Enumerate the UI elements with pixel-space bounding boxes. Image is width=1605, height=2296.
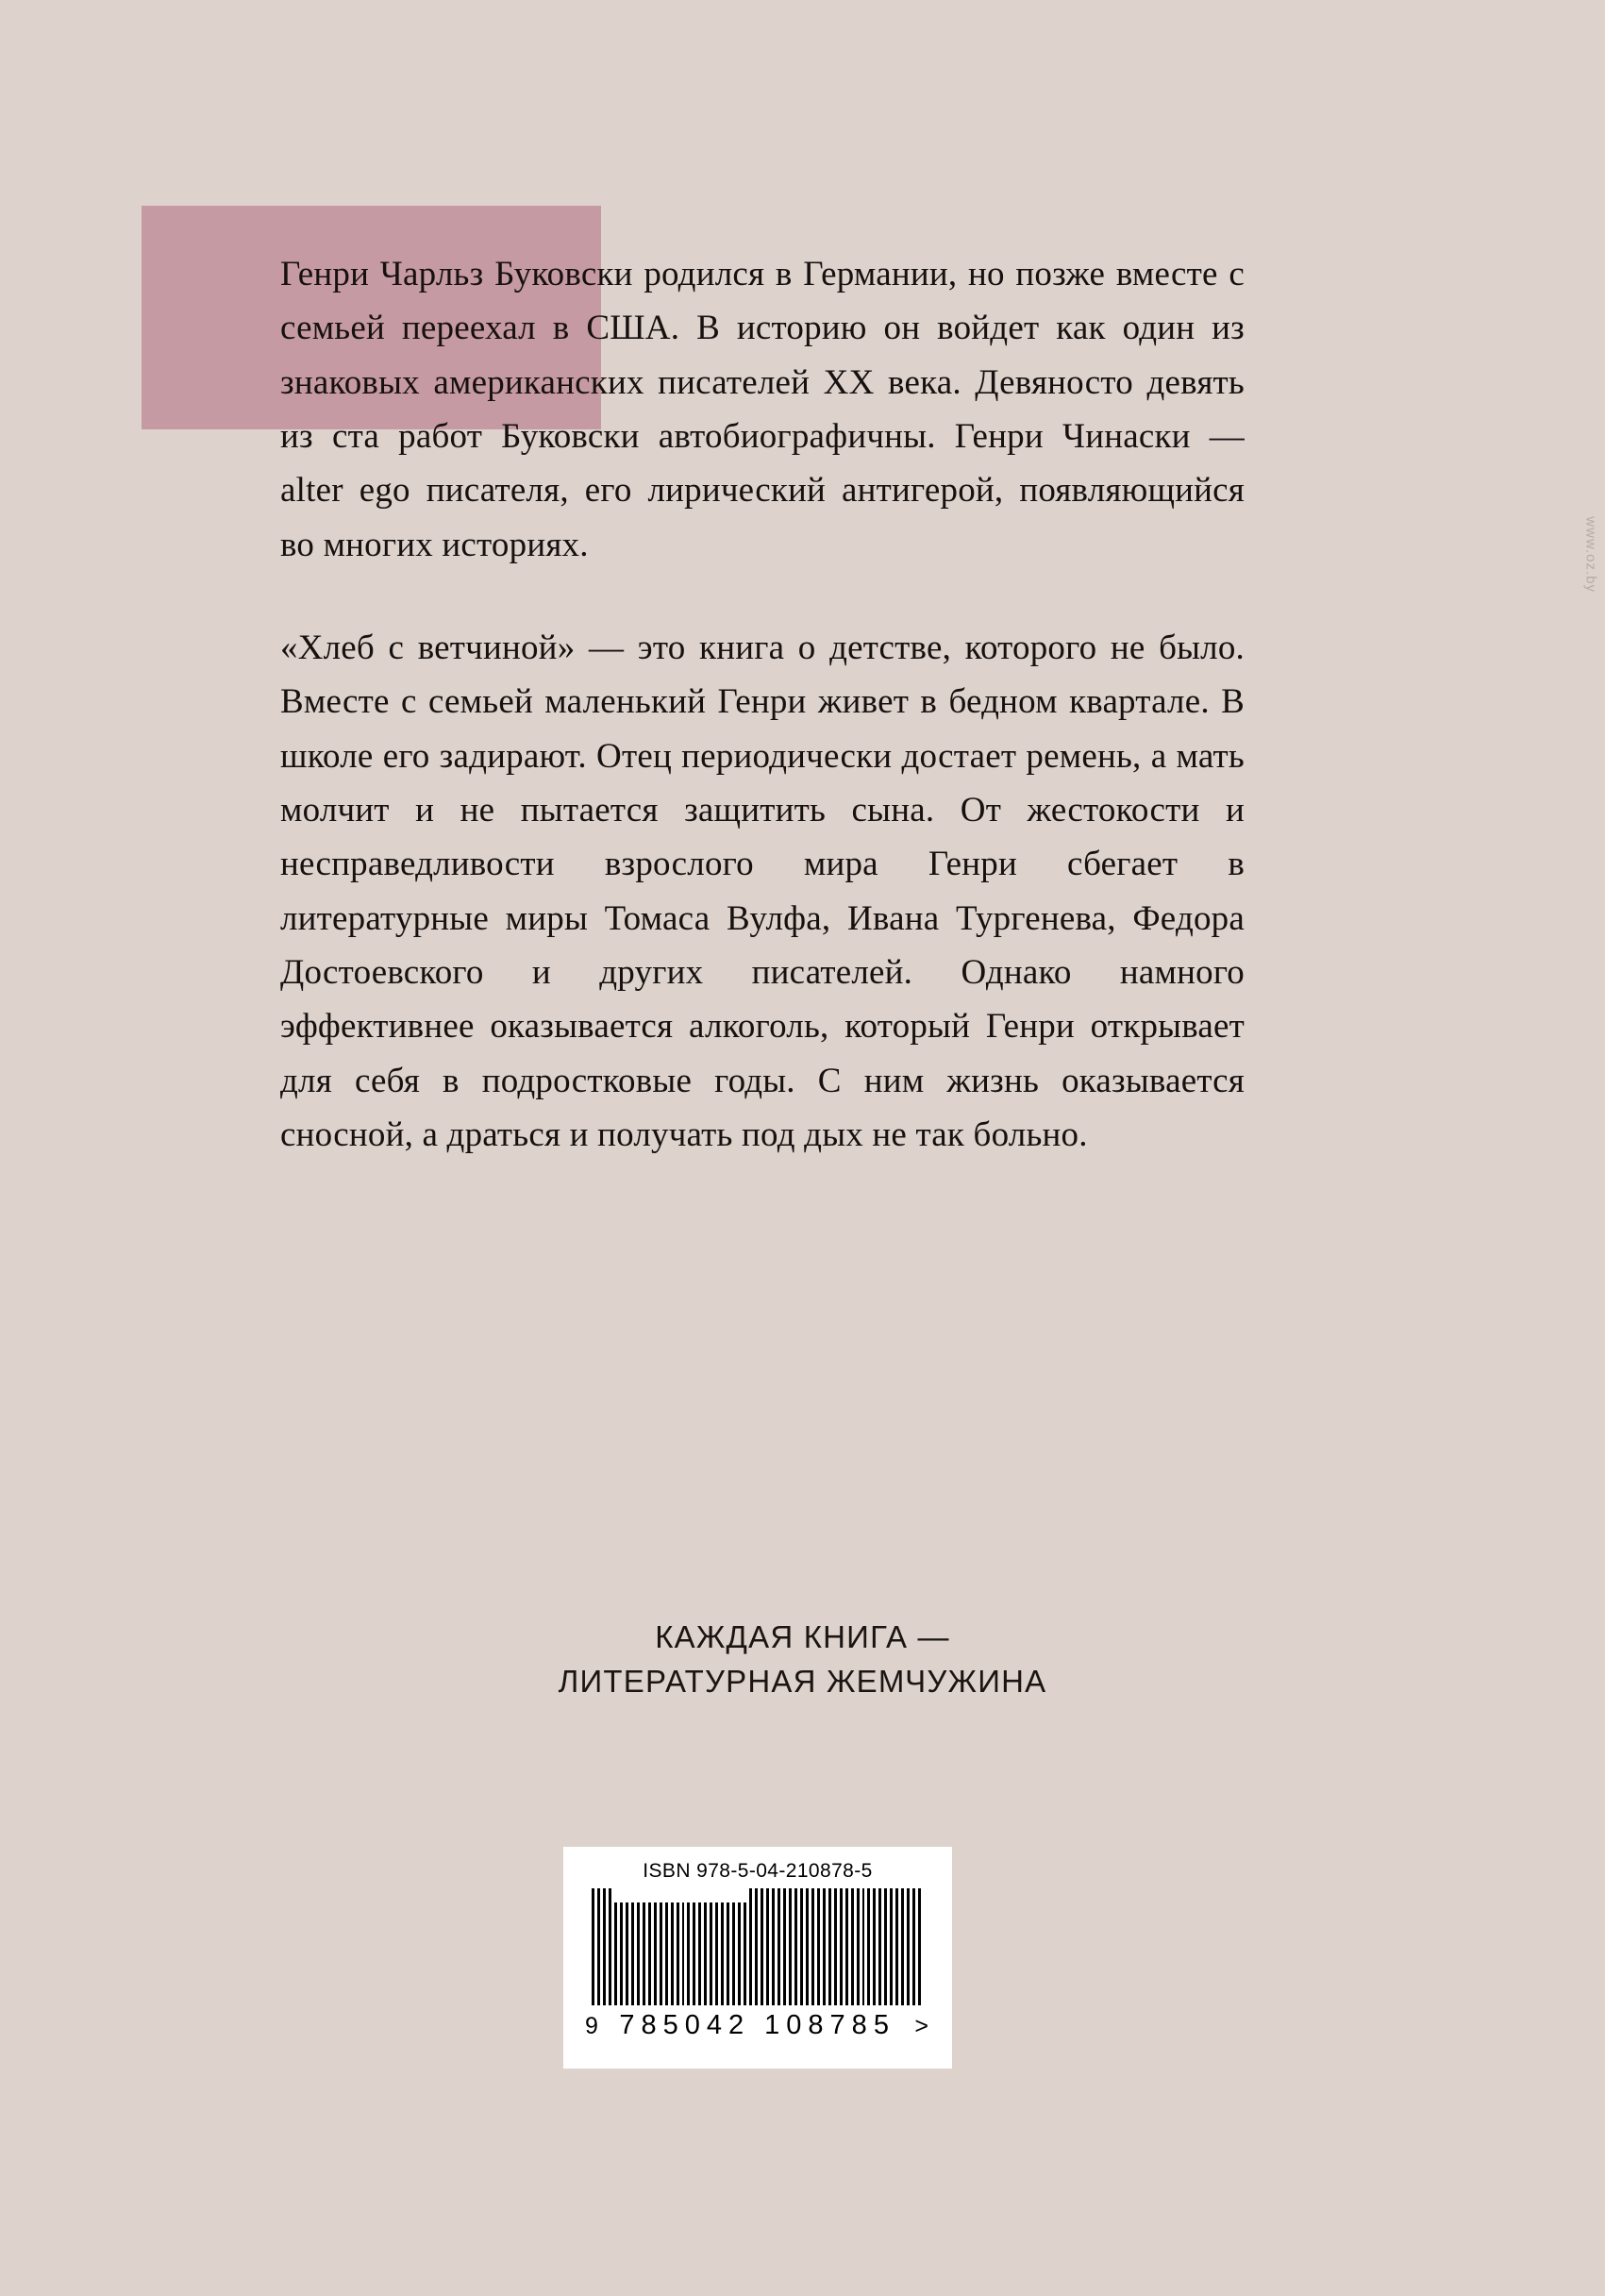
barcode-digit-lead: 9 <box>585 2013 600 2039</box>
barcode-digit-tail: > <box>914 2013 930 2039</box>
isbn-label: ISBN 978-5-04-210878-5 <box>643 1860 873 1882</box>
barcode-bars <box>592 1888 924 2005</box>
blurb-text-column <box>280 247 1245 1163</box>
blurb-paragraph-book: «Хлеб с ветчиной» — это книга о детстве, которого не было. Вместе с семьей маленький Генри живет в бедном квартале. В школе его задирают. Отец периодически достает ремень, а мать молчит и не пытается защитить сына. От жестокости и несправедливости взрослого мира Генри сбегает в литературные миры Томаса Вулфа, Ивана Тургенева, Федора Достоевского и других писателей. Однако намного эффективнее оказывается алкоголь, который Генри открывает для себя в подростковые годы. С ним жизнь оказывается сносной, а драться и получать под дых не так больно. <box>280 628 1245 1155</box>
tagline-line-1: КАЖДАЯ КНИГА — <box>655 1619 950 1654</box>
blurb-paragraph-author: Генри Чарльз Буковски родился в Германии, но позже вместе с семьей переехал в США. В историю он войдет как один из знаковых американских писателей XX века. Девяносто девять из ста работ Буковски автобиографичны. Генри Чинаски — alter ego писателя, его лирический антигерой, появляющийся во многих историях. <box>280 255 1245 564</box>
barcode-digits <box>585 2010 930 2041</box>
site-watermark: www.oz.by <box>1583 516 1599 593</box>
isbn-barcode-block <box>563 1847 952 2069</box>
series-tagline <box>0 1616 1605 1704</box>
barcode-digit-main: 785042 108785 <box>619 2010 895 2040</box>
tagline-line-2: ЛИТЕРАТУРНАЯ ЖЕМЧУЖИНА <box>558 1663 1047 1699</box>
